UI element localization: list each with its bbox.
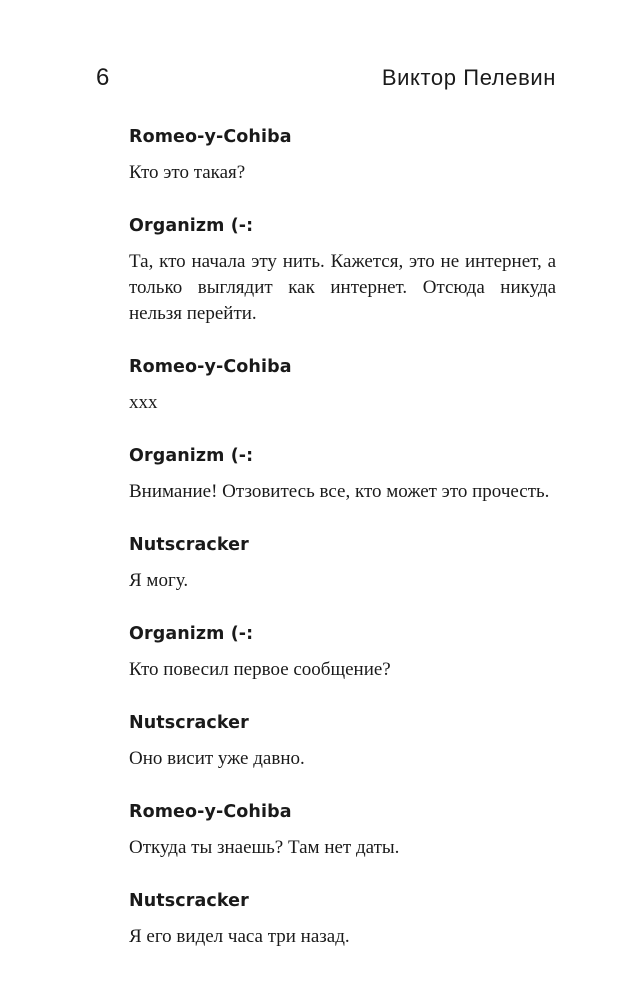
speaker-name: Nutscracker [129, 891, 249, 911]
message-text: Я его видел часа три назад. [129, 926, 350, 947]
speaker-name: Organizm (-: [129, 216, 254, 236]
transcript-entry [129, 888, 556, 950]
transcript-entry [129, 213, 556, 327]
transcript-entry [129, 799, 556, 861]
message-text: Откуда ты знаешь? Там нет даты. [129, 837, 400, 858]
speaker-name: Romeo-y-Cohiba [129, 127, 292, 147]
page-number: 6 [96, 64, 110, 91]
speaker-name: Nutscracker [129, 535, 249, 555]
chat-transcript [129, 124, 556, 977]
message-text: xxx [129, 392, 158, 413]
speaker-name: Organizm (-: [129, 446, 254, 466]
transcript-entry [129, 532, 556, 594]
message-text: Оно висит уже давно. [129, 748, 305, 769]
running-head-author: Виктор Пелевин [381, 65, 556, 90]
transcript-entry [129, 710, 556, 772]
message-text: Внимание! Отзовитесь все, кто может это прочесть. [129, 481, 550, 502]
speaker-name: Romeo-y-Cohiba [129, 802, 292, 822]
message-text: Я могу. [129, 570, 189, 591]
transcript-entry [129, 124, 556, 186]
message-text: Кто повесил первое сообщение? [129, 659, 391, 680]
message-text: Кто это такая? [129, 162, 246, 183]
transcript-entry [129, 443, 556, 505]
speaker-name: Romeo-y-Cohiba [129, 357, 292, 377]
speaker-name: Organizm (-: [129, 624, 254, 644]
page-header [96, 60, 556, 96]
transcript-entry [129, 621, 556, 683]
speaker-name: Nutscracker [129, 713, 249, 733]
transcript-entry [129, 354, 556, 416]
message-text: Та, кто начала эту нить. Кажется, это не интернет, а только выглядит как интернет. Отсюда никуда нельзя перейти. [129, 251, 556, 324]
